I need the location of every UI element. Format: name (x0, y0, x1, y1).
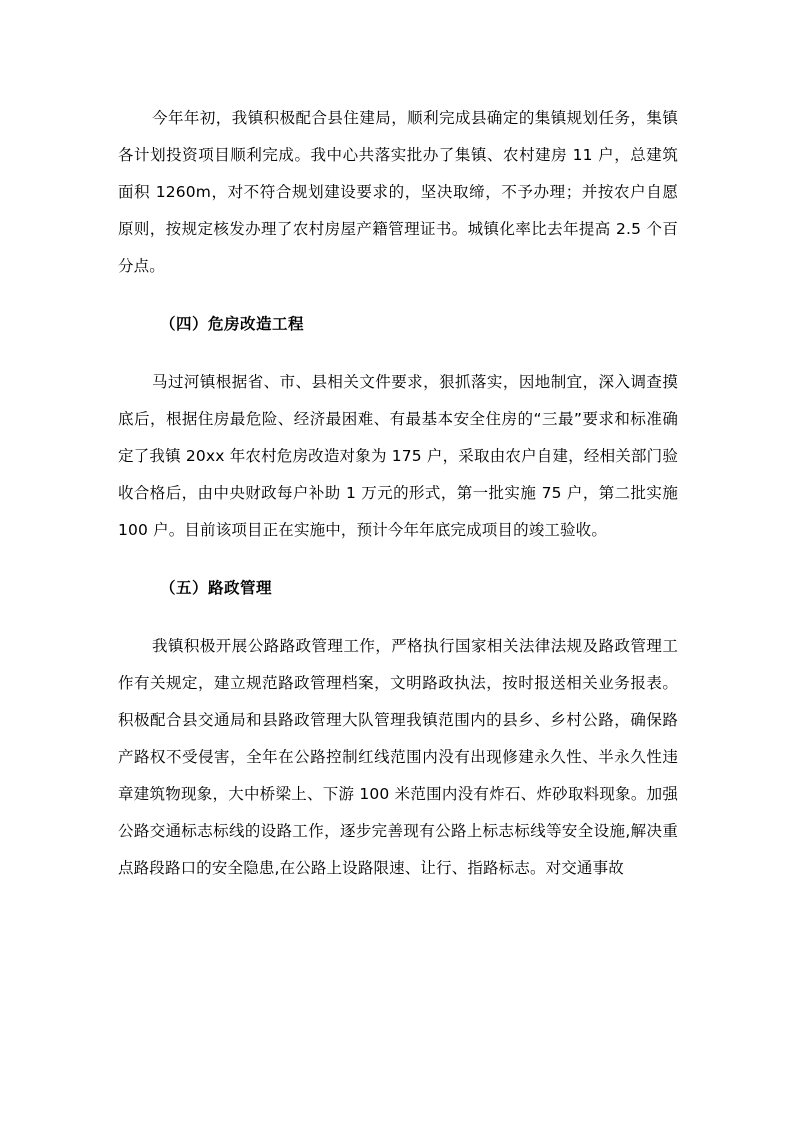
section-heading-dangerous-housing: （四）危房改造工程 (160, 315, 305, 333)
paragraph-planning: 今年年初，我镇积极配合县住建局，顺利完成县确定的集镇规划任务，集镇各计划投资项目顺利完成。我中心共落实批办了集镇、农村建房 11 户，总建筑面积 1260m，对不符合规划建设要求的，坚决取缔，不予办理；并按农户自愿原则，按规定核发办理了农村房屋产籍管理证书。城镇化率比去年提高 2.5 个百分点。 (118, 109, 678, 275)
paragraph-road-administration: 我镇积极开展公路路政管理工作，严格执行国家相关法律法规及路政管理工作有关规定，建立规范路政管理档案，文明路政执法，按时报送相关业务报表。积极配合县交通局和县路政管理大队管理我镇范围内的县乡、乡村公路，确保路产路权不受侵害，全年在公路控制红线范围内没有出现修建永久性、半永久性违章建筑物现象，大中桥梁上、下游 100 米范围内没有炸石、炸砂取料现象。加强公路交通标志标线的设路工作，逐步完善现有公路上标志标线等安全设施,解决重点路段路口的安全隐患,在公路上设路限速、让行、指路标志。对交通事故 (118, 637, 678, 877)
document-body (118, 100, 678, 887)
paragraph-dangerous-housing: 马过河镇根据省、市、县相关文件要求，狠抓落实，因地制宜，深入调查摸底后，根据住房最危险、经济最困难、有最基本安全住房的“三最”要求和标准确定了我镇 20xx 年农村危房改造对象为 175 户，采取由农户自建，经相关部门验收合格后，由中央财政每户补助 1 万元的形式，第一批实施 75 户，第二批实施 100 户。目前该项目正在实施中，预计今年年底完成项目的竣工验收。 (118, 373, 678, 539)
section-heading-road-administration: （五）路政管理 (160, 579, 273, 597)
